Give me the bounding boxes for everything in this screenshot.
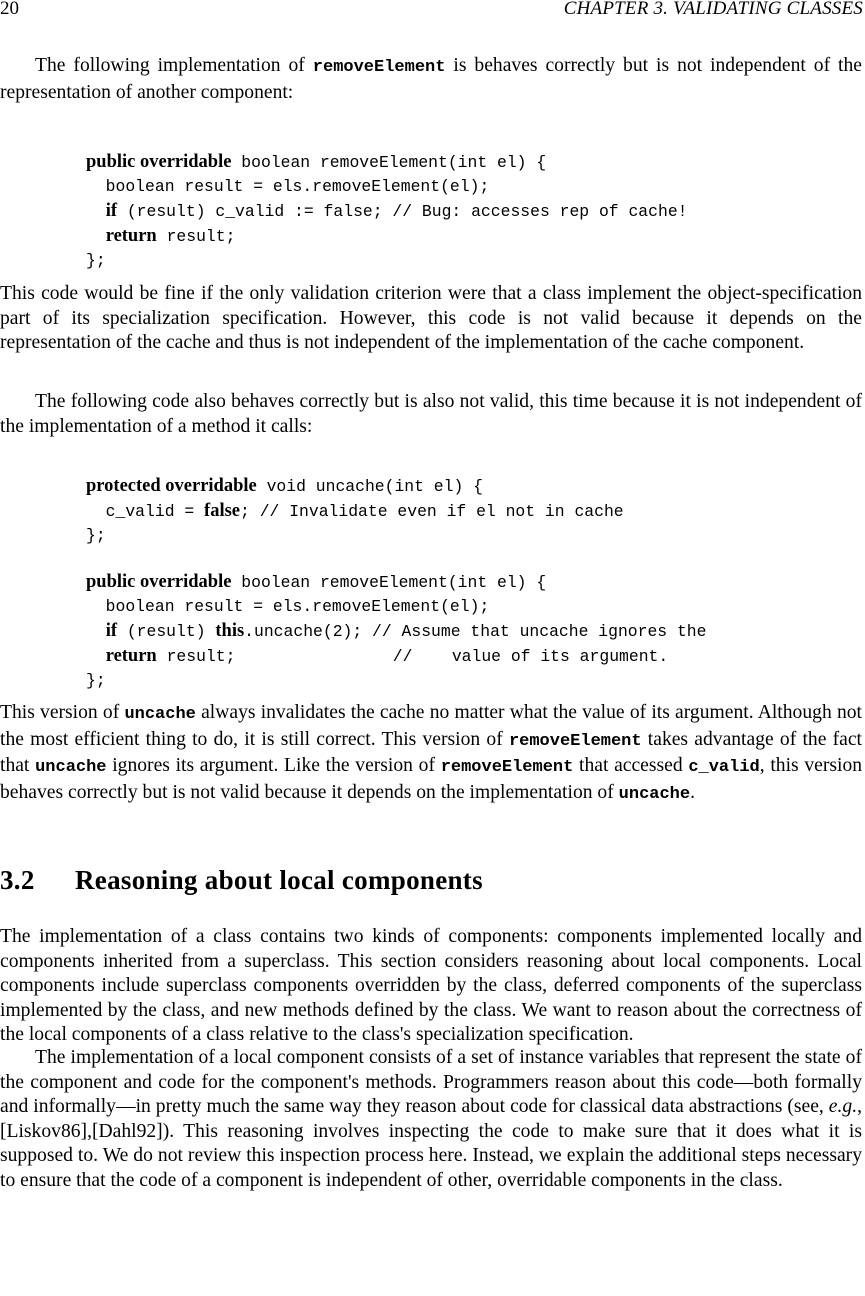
- code-line: boolean result = els.removeElement(el);: [86, 597, 490, 616]
- text-span: that accessed: [573, 755, 689, 776]
- code-keyword: false: [204, 501, 241, 521]
- code-line: };: [86, 671, 106, 690]
- paragraph-fine-if: This code would be fine if the only validation criterion were that a class implement the object-specification part of its specialization specification. However, this code is not valid because it depends on the representation of the cache and thus is not independent of the implementation of the cache component.: [0, 283, 862, 353]
- code-keyword: return: [105, 226, 157, 246]
- code-text: .uncache(2); // Assume that uncache ignores the: [244, 622, 707, 641]
- code-text: boolean removeElement(int el) {: [231, 573, 547, 592]
- section-number: 3.2: [0, 865, 35, 895]
- inline-code: uncache: [618, 784, 691, 804]
- paragraph-local-component: [0, 1046, 862, 1193]
- text-span: is behaves correctly but is not independent of the representation of another component:: [0, 55, 862, 103]
- code-keyword: public overridable: [86, 572, 232, 592]
- running-head: CHAPTER 3. VALIDATING CLASSES: [563, 0, 863, 19]
- text-span: This version of: [0, 702, 125, 723]
- text-span: ignores its argument. Like the version of: [106, 755, 441, 776]
- paragraph-implementation-of-class: The implementation of a class contains two kinds of components: components implemented locally and components inherited from a superclass. This section considers reasoning about local components. Local components include superclass components overridden by the class, deferred components of the superclass implemented by the class, and new methods defined by the class. We want to reason about the correctness of the local components of a class relative to the class's specialization specification.: [0, 926, 862, 1045]
- section-heading: [0, 865, 483, 896]
- code-keyword: this: [215, 621, 245, 641]
- code-text: ; // Invalidate even if el not in cache: [240, 502, 624, 521]
- paragraph-this-version: [0, 701, 862, 807]
- paragraph-intro-removeelement: [0, 54, 862, 105]
- inline-code: uncache: [124, 705, 196, 724]
- paragraph-following-code: The following code also behaves correctly but is also not valid, this time because it is not independent of the implementation of a method it calls:: [0, 391, 862, 437]
- inline-code: uncache: [35, 758, 107, 777]
- text-span: The following implementation of: [35, 55, 313, 76]
- code-text: result;: [156, 227, 236, 246]
- code-line: };: [86, 526, 106, 545]
- code-line: boolean result = els.removeElement(el);: [86, 177, 490, 196]
- text-span: always invalidates the cache no matter what the value of its argument. Although not the most efficient thing to do, it is still correct. This version of: [0, 702, 862, 750]
- code-text: void uncache(int el) {: [256, 477, 483, 496]
- inline-code: removeElement: [508, 731, 642, 751]
- page-number: 20: [0, 0, 19, 19]
- text-span: .: [690, 781, 695, 803]
- code-keyword: if: [105, 621, 117, 641]
- text-span: , [Liskov86],[Dahl92]). This reasoning involves inspecting the code to make sure that it does what it is supposed to. We do not review this inspection process here. Instead, we explain the additional steps necessary to ensure that the code of a component is independent of other, overridable components in the class.: [0, 1096, 862, 1191]
- code-keyword: protected overridable: [86, 476, 257, 496]
- emphasis: e.g.: [828, 1096, 858, 1117]
- code-text: (result) c_valid := false; // Bug: accesses rep of cache!: [117, 202, 688, 221]
- code-line: };: [86, 251, 106, 270]
- text-span: The implementation of a local component consists of a set of instance variables that represent the state of the component and code for the component's methods. Programmers reason about this code—both formally and informally—in pretty much the same way they reason about code for classical data abstractions (see,: [0, 1047, 862, 1117]
- code-text: boolean removeElement(int el) {: [231, 153, 547, 172]
- code-keyword: return: [105, 646, 157, 666]
- code-text: result; // value of its argument.: [156, 647, 669, 666]
- code-keyword: public overridable: [86, 152, 232, 172]
- code-text: c_valid =: [86, 502, 205, 521]
- code-block-uncache: [86, 474, 624, 548]
- code-block-removeelement-uncache: [86, 570, 706, 693]
- text-span: takes advantage of the fact that: [0, 728, 862, 776]
- code-keyword: if: [105, 201, 117, 221]
- inline-code: removeElement: [312, 58, 446, 77]
- inline-code: c_valid: [688, 758, 760, 777]
- inline-code: removeElement: [440, 758, 574, 777]
- code-text: (result): [117, 622, 216, 641]
- code-block-removeelement-bug: [86, 150, 688, 273]
- section-title: Reasoning about local components: [75, 865, 483, 895]
- text-span: , this version behaves correctly but is not valid because it depends on the implementation of: [0, 755, 863, 803]
